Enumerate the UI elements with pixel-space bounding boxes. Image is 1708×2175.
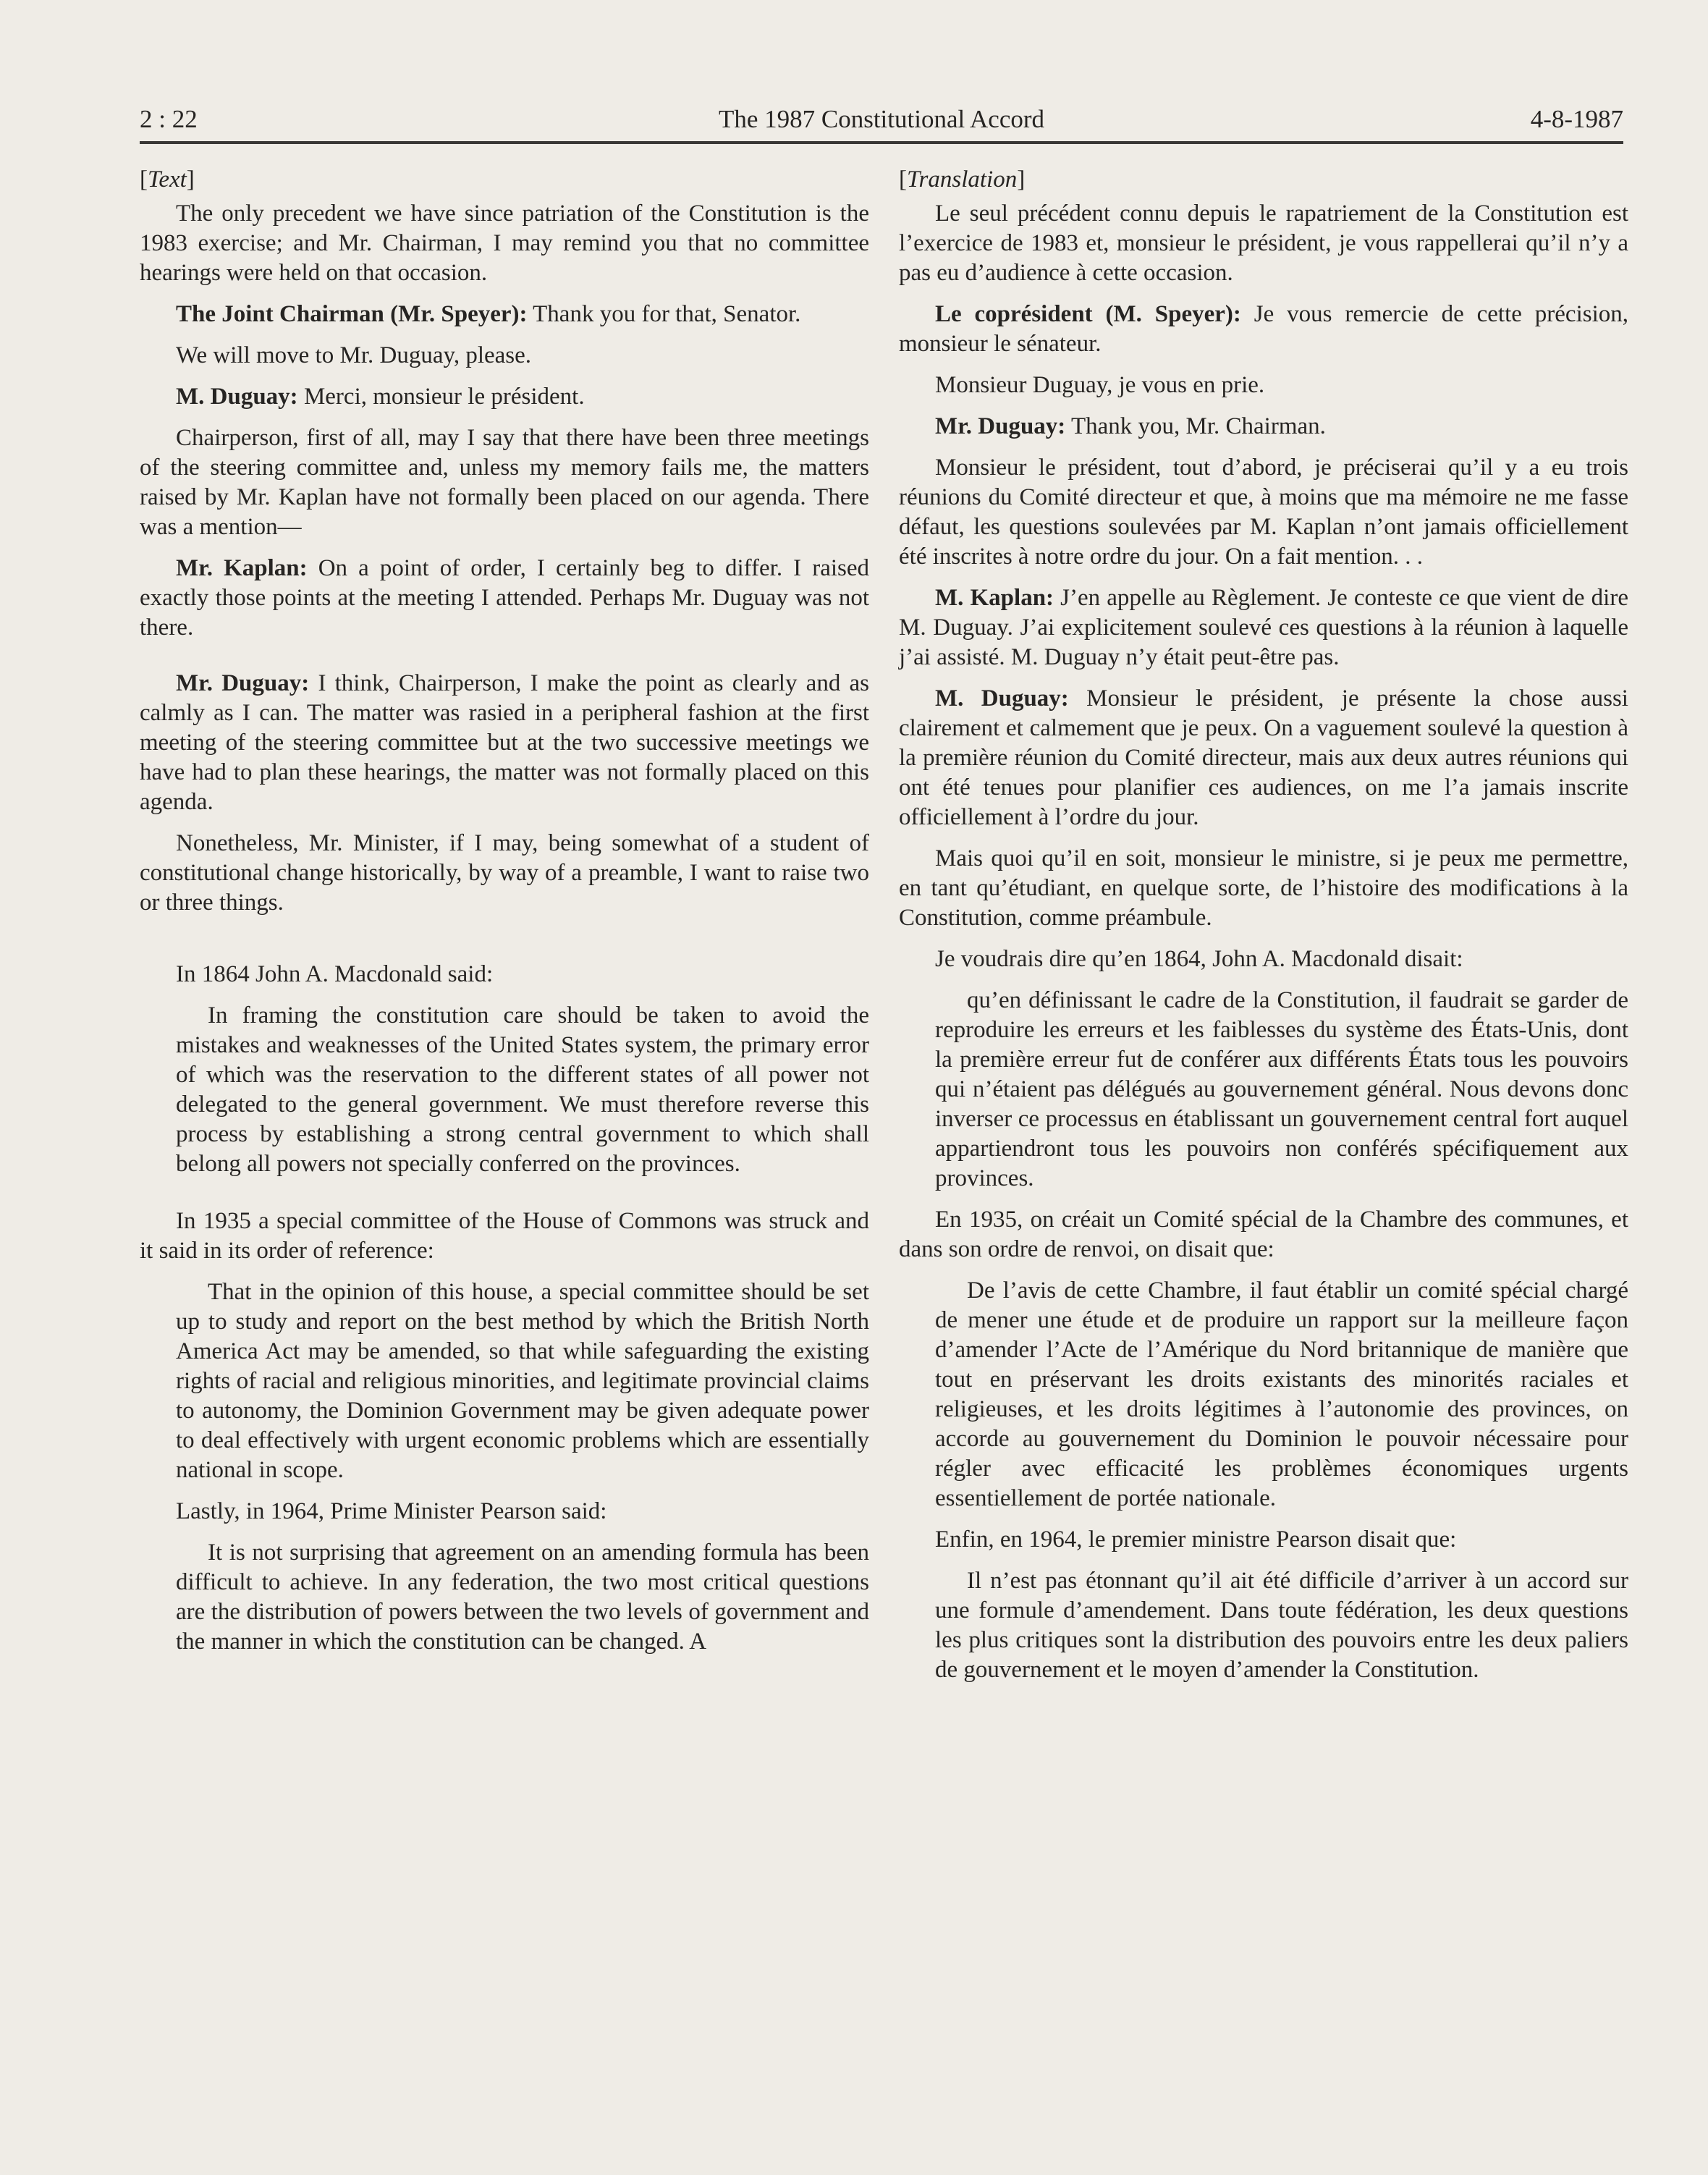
speaker-paragraph: M. Duguay: Monsieur le président, je présente la chose aussi clairement et calmement que je peux. On a vaguement soulevé la question à la première réunion du Comité directeur, mais aux deux autres réunions qui ont été tenues pour planifier ces audiences, on me l’a jamais inscrite officiellement à l’ordre du jour. [899, 685, 1628, 830]
speaker-name: M. Kaplan: [935, 585, 1054, 611]
paragraph: We will move to Mr. Duguay, please. [176, 342, 532, 368]
speaker-name: Mr. Duguay: [176, 670, 310, 696]
column-marker: [Text] [140, 166, 195, 193]
speaker-name: Mr. Kaplan: [176, 555, 308, 581]
paragraph: Le seul précédent connu depuis le rapatriement de la Constitution est l’exercice de 1983 et, monsieur le président, je vous rappellerai qu’il n’y a pas eu d’audience à cette occasion. [899, 200, 1628, 286]
quotation: qu’en définissant le cadre de la Constitution, il faudrait se garder de reproduire les erreurs et les faiblesses du système des États-Unis, dont la première erreur fut de conférer aux différents États tous les pouvoirs qui n’étaient pas délégués au gouvernement général. Nous devons donc inverser ce processus en établissant un gouvernement central fort auquel appartiendront tous les pouvoirs non conférés spécifiquement aux provinces. [935, 987, 1628, 1191]
speaker-paragraph: Le coprésident (M. Speyer): Je vous remercie de cette précision, monsieur le sénateur. [899, 301, 1628, 357]
quotation: De l’avis de cette Chambre, il faut établir un comité spécial chargé de mener une étude et de produire un rapport sur la meilleure façon d’amender l’Acte de l’Amérique du Nord britannique de manière que tout en préservant les droits existants des minorités raciales et religieuses, et les droits légitimes à l’autonomie des provinces, on accorde au gouvernement du Dominion le pouvoir nécessaire pour régler avec efficacité les problèmes économiques urgents essentiellement de portée nationale. [935, 1277, 1628, 1511]
quotation: That in the opinion of this house, a special committee should be set up to study and report on the best method by which the British North America Act may be amended, so that while safeguarding the existing rights of racial and religious minorities, and legitimate provincial claims to autonomy, the Dominion Government may be given adequate power to deal effectively with urgent economic problems which are essentially national in scope. [176, 1279, 869, 1483]
quotation: In framing the constitution care should be taken to avoid the mistakes and weaknesses of the United States system, the primary error of which was the reservation to the different states of all power not delegated to the general government. We must therefore reverse this process by establishing a strong central government to which shall belong all powers not specially conferred on the provinces. [176, 1002, 869, 1177]
paragraph: In 1935 a special committee of the House of Commons was struck and it said in its order of reference: [140, 1208, 869, 1264]
paragraph: En 1935, on créait un Comité spécial de la Chambre des communes, et dans son ordre de renvoi, on disait que: [899, 1207, 1628, 1262]
speaker-paragraph: M. Duguay: Merci, monsieur le président. [176, 384, 585, 410]
header-date: 4-8-1987 [1530, 105, 1623, 133]
speaker-name: The Joint Chairman (Mr. Speyer): [176, 301, 528, 327]
quotation: It is not surprising that agreement on an amending formula has been difficult to achieve. In any federation, the two most critical questions are the distribution of powers between the two levels of government and the manner in which the constitution can be changed. A [176, 1540, 869, 1655]
running-header [140, 105, 1623, 144]
speaker-name: Mr. Duguay: [935, 413, 1066, 439]
speaker-paragraph: The Joint Chairman (Mr. Speyer): Thank you for that, Senator. [176, 301, 801, 327]
paragraph: Mais quoi qu’il en soit, monsieur le ministre, si je peux me permettre, en tant qu’étudiant, en quelque sorte, de l’histoire des modifications à la Constitution, comme préambule. [899, 845, 1628, 931]
french-column [899, 165, 1628, 1697]
speaker-paragraph: Mr. Kaplan: On a point of order, I certainly beg to differ. I raised exactly those points at the meeting I attended. Perhaps Mr. Duguay was not there. [140, 555, 870, 641]
paragraph: Je voudrais dire qu’en 1864, John A. Macdonald disait: [935, 946, 1463, 972]
column-marker: [Translation] [899, 166, 1026, 193]
paragraph: Enfin, en 1964, le premier ministre Pearson disait que: [935, 1526, 1457, 1553]
speaker-name: M. Duguay: [176, 384, 298, 410]
paragraph: In 1864 John A. Macdonald said: [176, 961, 494, 987]
quotation: Il n’est pas étonnant qu’il ait été difficile d’arriver à un accord sur une formule d’amendement. Dans toute fédération, les deux questions les plus critiques sont la distribution des pouvoirs entre les deux paliers de gouvernement et le moyen d’amender la Constitution. [935, 1568, 1628, 1683]
speaker-name: M. Duguay: [935, 685, 1069, 711]
speaker-paragraph: M. Kaplan: J’en appelle au Règlement. Je conteste ce que vient de dire M. Duguay. J’ai explicitement soulevé ces questions à la réunion à laquelle j’ai assisté. M. Duguay n’y était peut-être pas. [899, 585, 1628, 670]
paragraph: Nonetheless, Mr. Minister, if I may, being somewhat of a student of constitutional change historically, by way of a preamble, I want to raise two or three things. [140, 830, 869, 916]
paragraph: Monsieur Duguay, je vous en prie. [935, 372, 1265, 398]
paragraph: Lastly, in 1964, Prime Minister Pearson said: [176, 1498, 607, 1524]
speaker-name: Le coprésident (M. Speyer): [935, 301, 1241, 327]
speaker-paragraph: Mr. Duguay: Thank you, Mr. Chairman. [935, 413, 1326, 439]
speaker-paragraph: Mr. Duguay: I think, Chairperson, I make the point as clearly and as calmly as I can. The matter was rasied in a peripheral fashion at the first meeting of the steering committee but at the two successive meetings we have had to plan these hearings, the matter was not formally placed on this agenda. [140, 670, 870, 815]
page-number: 2 : 22 [140, 105, 198, 133]
english-column [140, 165, 869, 1668]
paragraph: Chairperson, first of all, may I say that there have been three meetings of the steering committee and, unless my memory fails me, the matters raised by Mr. Kaplan have not formally been placed on our agenda. There was a mention— [140, 425, 869, 540]
paragraph: Monsieur le président, tout d’abord, je préciserai qu’il y a eu trois réunions du Comité directeur et que, à moins que ma mémoire ne me fasse défaut, les questions soulevées par M. Kaplan n’ont jamais officiellement été inscrites à notre ordre du jour. On a fait mention. . . [899, 455, 1628, 570]
document-title: The 1987 Constitutional Accord [718, 105, 1045, 133]
paragraph: The only precedent we have since patriation of the Constitution is the 1983 exercise; and Mr. Chairman, I may remind you that no committee hearings were held on that occasion. [140, 200, 869, 286]
